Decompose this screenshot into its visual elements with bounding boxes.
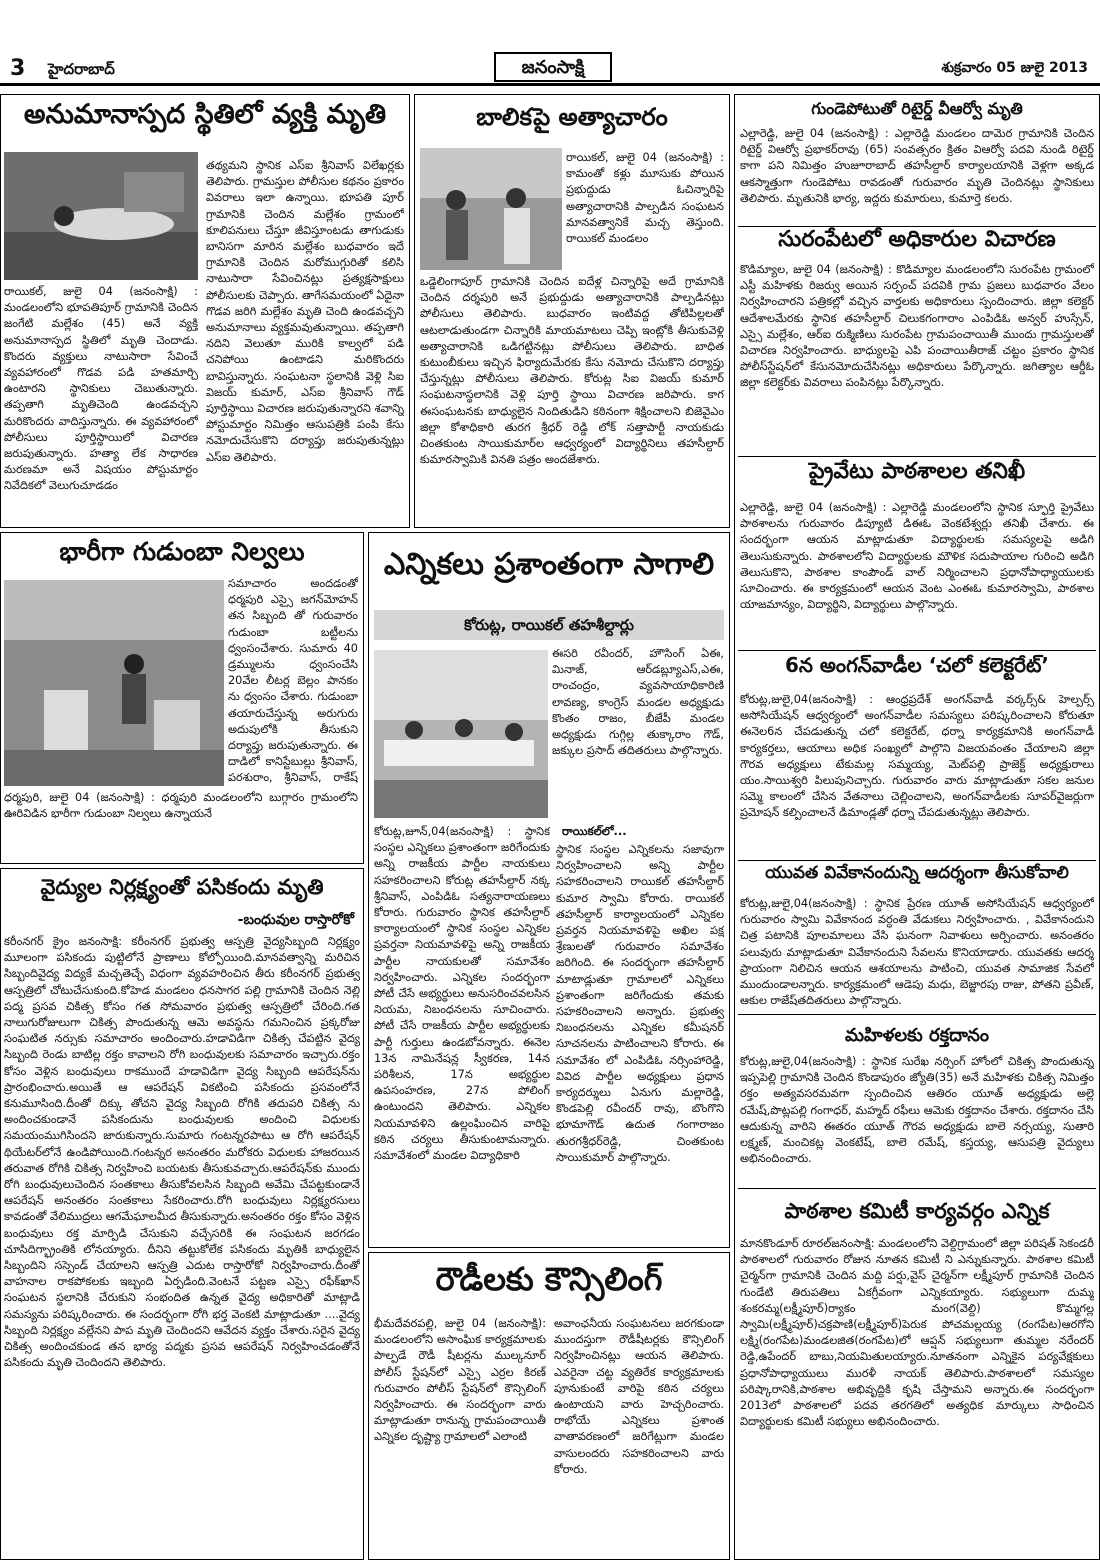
article-lead-text: రాయికల్, జులై 04 (జనంసాక్షి) : కామంతో కళ్లు మూసుకు పోయిన ప్రభుద్దుడు ఓచిన్నారిపై అత్యాచారానికి పాల్పడిన సంఘటన మానవత్వానికే మచ్చ తెస్తుంది. రాయికల్ మండలం	[566, 151, 724, 246]
headline-gudumba: భారీగా గుడుంబా నిల్వలు	[59, 537, 305, 566]
photo-meeting	[374, 650, 548, 818]
subheading-protest: -బంధువుల రాస్తారోకో	[237, 912, 354, 928]
headline-anganwadi: 6న అంగన్‌వాడీల ‘చలో కలెక్టరేట్’	[785, 653, 1049, 677]
headline-elections: ఎన్నికలు ప్రశాంతంగా సాగాలి	[383, 547, 715, 582]
divider	[738, 650, 1096, 651]
article-text-col2: తథ్యమని స్థానిక ఎస్‌ఐ శ్రీనివాస్ విలేఖర్లకు తెలిపారు. గ్రామస్తుల పోలీసుల కథనం ప్రకారం వివరాలు ఇలా ఉన్నాయి. భూపతి పూర్ గ్రామానికి చెందిన మల్లేశం గ్రామంలో కూలిపనులు చేస్తూ జీవిస్తూంటడు తాగుడుకు బానిసగా మారిన మల్లేశం బుధవారం ఇదే గ్రామానికి చెందిన మరోముగ్గురితో కలిసి నాటుసారా సేవించినట్లు ప్రత్యక్షసాక్షులు పోలీసులకు చెప్పారు. తాగేసమయంలో ఏదైనా గొడవ జరిగి మల్లేశం మృతి చెంది ఉండవచ్చని అనుమానాలు వ్యక్తమవుతున్నాయి. తప్పతాగి నదిని వెలుతూ మురికి కాల్వలో పడి చనిపోయి ఉంటాడని మరికొందరు బావిస్తున్నారు. సంఘటనా స్థలానికి వెళ్లి సిఐ విజయ్ కుమార్, ఎస్‌ఐ శ్రీనివాస్ గౌడ్ పూర్తిస్థాయి విచారణ జరుపుతున్నారని శవాన్ని పోస్టుమార్టం నిమిత్తం ఆసుపత్రికి పంపి కేసు నమోదుచేసుకొని దర్యాప్తు జరుపుతున్నట్లు ఎస్‌ఐ తెలిపారు.	[206, 159, 404, 464]
article-text-retired-vro: ఎల్లారెడ్డి, జులై 04 (జనంసాక్షి) : ఎల్లారెడ్డి మండలం దామెర గ్రామానికి చెందిన రిటైర్డ్ విఆర్వో ప్రభాకర్‌రావు (65) సంవత్సరం క్రితం విఆర్వో పదవి నుండి రిటైర్డ్ కాగా పని నిమిత్తం హుజూరాబాద్ తహసీల్దార్ కార్యాలయానికి వెళ్లగా అక్కడ ఆకస్మాత్తుగా గుండెపోటు రావడంతో గురువారం మృతి చెందినట్లు స్థానికులు తెలిపారు. మృతునికి భార్య, ఇద్దరు కుమారులు, కుమార్తె కలరు.	[740, 127, 1094, 205]
divider	[738, 1188, 1096, 1189]
article-text-vivekananda: కోరుట్ల,జులై,04(జనంసాక్షి) : స్థానిక ప్రేరణ యూత్ అసోసియేషన్ ఆధ్వర్యంలో గురువారం స్వామి వివేకానంద వర్ధంతి వేడుకలు నిర్వహించారు. , వివేకానందుని చిత్ర పటానికి పూలమాలలు వేసి ఘనంగా నివాళులు అర్పించారు. అనంతరం పలువురు మాట్లాడుతూ వివేకానందుని సేవలను కొనియాడారు. యువతకు ఆదర్శ ప్రాయంగా నిలిచిన ఆయన ఆశయాలను పాటించి, యువత సామాజిక సేవలో ముందుండాలన్నారు. కార్యక్రమంలో ఆడెపు మధు, బెజ్జారపు రాజు, పోతని ప్రవీణ్, ఆకుల రాజేష్‌తదితరులు పాల్గొన్నారు.	[740, 897, 1094, 1008]
article-text-anganwadi: కోరుట్ల,జులై,04(జనంసాక్షి) : ఆంధ్రప్రదేశ్ అంగన్‌వాడీ వర్కర్స్& హెల్పర్స్ అసోసియేషన్ ఆధ్వర్యంలో అంగన్‌వాడీల సమస్యలు పరిష్కరించాలని కోరుతూ ఈనెల6న చేపడుతున్న చలో కలెక్టరేట్, ధర్నా కార్యక్రమానికి అంగన్‌వాడీ కార్యకర్తలు, ఆయాలు అధిక సంఖ్యలో పాల్గొని విజయవంతం చేయాలని జిల్లా గౌరవ అధ్యక్షులు టేకుమల్ల సమ్మయ్య, మెట్‌పల్లి ప్రాజెక్ట్ అధ్యక్షురాలు యం.సాయిశ్వరి పిలుపునిచ్చారు. గురువారం వారు మాట్లాడుతూ సకల జనుల సమ్మె కాలంలో చేసిన వేతనాలు చెల్లించాలని, అంగన్‌వాడీలకు సూపర్‌వైజర్లుగా ప్రమోషన్ కల్పించాలనే డిమాండ్లతో ధర్నా చేపడుతున్నట్లు తెలిపారు.	[740, 693, 1094, 820]
article-text-private-school: ఎల్లారెడ్డి, జులై 04 (జనంసాక్షి) : ఎల్లారెడ్డి మండలంలోని స్థానిక స్ఫూర్తి ప్రైవేటు పాఠశాలను గురువారం డిప్యూటి డిఈఓ వెంకటేశ్వర్లు తనిఖీ చేశారు. ఈ సందర్భంగా ఆయన మాట్లాడుతూ విద్యార్థులకు సమస్యలపై అడిగి తెలుసుకున్నారు. పాఠశాలలోని విద్యార్థులకు మౌళిక సదుపాయాల గురించి అడిగి తెలుసుకొని, పాఠశాల కాంపౌండ్ వాల్ నిర్మించాలని ప్రధానోపాధ్యాయులకు సూచించారు. ఈ కార్యక్రమంలో ఆయన వెంట ఎంఈఓ కుమారస్వామి, పాఠశాల యాజమాన్యం, విద్యార్థిని, విద్యార్థులు పాల్గొన్నారు.	[740, 501, 1094, 612]
article-text-attendees: ఈసరి రవీందర్, హౌసింగ్ ఏఈ, మినాజ్, ఆర్‌డబ్ల్యూఎస్,ఎఈ, రాంచంద్రం, వ్యవసాయాధికారిణి లావణ్య, కాంగ్రెస్ మండల అధ్యక్షుడు కొంతం రాజం, బీజేపీ మండల అధ్యక్షుడు గుగ్గిల్ల తుక్కారాం గౌడ్, జక్కుల ప్రసాద్ తదితరులు పాల్గొన్నారు.	[552, 647, 724, 758]
page-number: 3	[10, 56, 26, 81]
paper-logo: జనంసాక్షి	[494, 52, 612, 82]
photo-body-on-ground	[4, 152, 198, 280]
article-text-blood-donation: కోరుట్ల,జులై,04(జనంసాక్షి) : స్థానిక సురేఖ నర్సింగ్ హోంలో చికిత్స పొందుతున్న ఇప్పపెల్లి గ్రామానికి చెందిన కొండాపురం జ్యోతి(35) అనే మహిళకు చికిత్స నిమిత్తం రక్తం అత్యవసరమవగా స్పందించిన ఆతిరం యూత్ అధ్యక్షుడు అల్లె రమేష్,పొట్లపల్లి గంగాధర్, మహ్మద్ రఫీలు ఆమెకు రక్తదానం చేశారు. రక్తదానం చేసి ఆదుకున్న వారిని ఈతరం యూత్ గౌరవ అధ్యక్షుడు బాలె నర్సయ్య, సుతారి లక్ష్మణ్, మంచికట్ల వెంకటేష్, బాలె రమేష్, కస్తయ్య, ఆసుపత్రి వైద్యులు అభినందించారు.	[740, 1055, 1094, 1166]
article-text-school-committee: మానకొండూర్ రూరల్‌జనంసాక్షి: మండలంలోని వెల్దిగ్రామంలో జిల్లా పరిషత్ సెకండరీ పాఠశాలలో గురువారం రోజున నూతన కమిటీ ని ఎన్నుకున్నారు. పాఠశాల కమిటీ చైర్మన్‌గా గ్రామానికి చెందిన మద్ది పర్షు,వైస్ చైర్మన్‌గా లక్ష్మీపూర్ గ్రామానికి చెందిన గుండేటి తిరుపతిలు ఏకగ్రీవంగా ఎన్నికయ్యారు. సభ్యులుగా దుమ్మ శంకరమ్మ(లక్ష్మీపూర్)ర్యాకం మంగ(వెల్ది) కొమ్మగల్ల స్వామి(లక్ష్మీపూర్)చక్రపాణి(లక్ష్మీపూర్)పెరుక పోచమల్లయ్య (రంగపేట)ఆరగోని లక్ష్మి(రంగపేట)మండలజిత(రంగపేట)లో ఆప్షన్ సభ్యులుగా తుమ్మల నరేందర్ రెడ్డి,ఉపేందర్ బాబు,నియమితులయ్యారు.నూతనంగా ఎన్నికైన పర్యవేక్షకులు ప్రధానోపాధ్యాయులు మురళీ నాయక్ తెలిపారు.పాఠశాలలో సమస్యల పరిష్కారానికి,పాఠశాల అభివృద్దికి కృషి చేస్తామని అన్నారు.ఈ సందర్భంగా 2013లో పాఠశాలలో పదవ తరగతిలో అత్యధిక మార్కులు సాధించిన విద్యార్థులకు కమిటీ సభ్యులు అభినందించారు.	[740, 1237, 1094, 1429]
headline-blood-donation: మహిళలకు రక్తదానం	[844, 1025, 990, 1046]
headline-school-committee: పాఠశాల కమిటీ కార్యవర్గం ఎన్నిక	[784, 1199, 1050, 1223]
article-text-raikal: స్థానిక సంస్థల ఎన్నికలను సజావుగా నిర్వహించాలని అన్ని పార్టీల సహకరించాలని రాయికల్ తహసీల్దార్ కుమార స్వామి కోరారు. రాయికల్ తహసీల్దార్ కార్యాలయంలో ఎన్నికల ప్రవర్తన నియమావళిపై అఖిల పక్ష శ్రేణులతో గురువారం సమావేశం జరిగింది. ఈ సందర్భంగా తహసీల్దార్ మాటాడ్లుతూ గ్రామాలలో ఎన్నికలు ప్రశాంతంగా జరిగేందుకు తమకు సహకరించాలని అన్నారు. ప్రభుత్వ నిబంధనలను ఎన్నికల కమీషనర్ సూచనలను పాటించాలని కోరారు. ఈ సమావేశం లో ఎంపిడిఓ నర్సింహారెడ్డి, వివిద పార్టీల అధ్యక్షులు ప్రధాన కార్యదర్శులు ఏనుగు మల్లారెడ్డి, కొండపెల్లి రవీందర్ రావు, బొంగొని భూమాగౌడ్ ఉదుత గంగారాజం తురగశ్రీధర్‌రెడ్డి, చింతకుంట సాయికుమార్ పాల్గొన్నారు.	[556, 843, 724, 1164]
divider	[738, 1014, 1096, 1015]
headline-rowdy-counselling: రౌడీలకు కౌన్సిలింగ్	[435, 1260, 663, 1298]
headline-girl-assault: బాలికపై అత్యాచారం	[476, 103, 668, 131]
subhead-raikal: రాయికల్‌లో...	[562, 824, 627, 838]
photo-drums-destroyed	[4, 580, 224, 786]
article-text-korutla: కోరుట్ల,జూన్,04(జనంసాక్షి) : స్థానిక సంస్థల ఎన్నికలు ప్రశాంతంగా జరిగేందుకు అన్ని రాజకీయ పార్టీల నాయకులు సహకరించాలని కోరుట్ల తహసీల్దార్ నక్క శ్రీనివాస్, ఎంపిడిఓ సత్యనారాయణలు కోరారు. గురువారం స్థానిక తహసీల్దార్ కార్యాలయంలో స్థానిక సంస్థల ఎన్నికల ప్రవర్తనా నియమావళిపై అన్ని రాజకీయ పార్టీల నాయకులతో సమావేశం నిర్వహించారు. ఎన్నికల సందర్భంగా పోటీ చేసే అభ్యర్థులు అనుసరించవలసిన నియమ, నిబంధనలను సూచించారు. పోటీ చేసే రాజకీయ పార్టీల అభ్యర్థులకు పార్టీ గుర్తులు ఉండబోవన్నారు. ఈనెల 13న నామినేషన్ల స్వీకరణ, 14న పరిశీలన, 17న అభ్యర్థుల ఉపసంహరణ, 27న పోలింగ్ ఉంటుందని తెలిపారు. ఎన్నికల నియమావళిని ఉల్లంఘించిన వారిపై కఠిన చర్యలు తీసుకుంటామన్నారు. సమావేశంలో మండల విద్యాధికారి	[374, 825, 550, 1163]
article-text-col1: భీమదేవరపల్లి, జులై 04 (జనంసాక్షి): మండలంలోని అసాంఘిక కార్యక్రమాలకు పాల్పడే రౌడీ షీటర్లను ముల్కనూర్ పోలీస్ స్టేషన్‌లో ఎస్సై ఎర్రల కిరణ్ గురువారం పోలీస్ స్టేషన్‌లో కౌన్సిలింగ్ నిర్వహించారు. ఈ సందర్భంగా వారు మాట్లాడుతూ రానున్న గ్రామపంచాయితీ ఎన్నికల దృష్ట్యా గ్రామాలలో ఎలాంటి	[374, 1317, 546, 1444]
article-text-col1: రాయికల్, జులై 04 (జనంసాక్షి) : మండలంలోని భూపతిపూర్ గ్రామానికి చెందిన జంగేటి మల్లేశం (45) అనే వ్యక్తి అనుమానాస్పద స్థితిలో మృతి చెందాడు. కొందరు వ్యక్తులు నాటుసారా సేవించే వ్యవహారంలో గొడవ పడి హతమార్చి ఉంటారని స్థానికులు చెబుతున్నారు. తప్పతాగి మృతిచెంది ఉండవచ్చని మరికొందరు వాదిస్తున్నారు. ఈ వ్యవహారంలో పోలీసులు పూర్తిస్థాయిలో విచారణ జరుపుతున్నారు. హత్యా లేక సాధారణ మరణమా అనే విషయం పోస్టుమార్టం నివేదికలో వెలుగుచూడడం	[4, 285, 198, 493]
photo-police-villagers	[420, 148, 562, 270]
headline-surampet: సురంపేటలో అధికారుల విచారణ	[778, 227, 1056, 252]
headline-vivekananda: యువత వివేకానందున్ని ఆదర్శంగా తీసుకోవాలి	[765, 863, 1069, 883]
headline-private-school: ప్రైవేటు పాఠశాలల తనిఖీ	[808, 459, 1026, 484]
article-text-col2: అవాంఛనీయ సంఘటనలు జరగకుండా ముందస్తుగా రౌడీషీటర్లకు కౌన్సిలింగ్ నిర్వహించినట్లు ఆయన తెలిపారు. ఎవరైనా చట్ట వ్యతిరేక కార్యక్రమాలకు పూనుకుంటే వారిపై కఠిన చర్యలు ఉంటాయని వారు హెచ్చరించారు. రాభోయే ఎన్నికలు ప్రశాంత వాతావరణంలో జరిగేట్లుగా మండల వాసులందరు సహకరించాలని వారు కోరారు.	[554, 1317, 724, 1476]
headline-suspicious-death: అనుమానాస్పద స్థితిలో వ్యక్తి మృతి	[23, 99, 387, 130]
article-text-body: ఒడ్డెలింగాపూర్ గ్రామానికి చెందిన ఐదేళ్ల చిన్నారిపై అదే గ్రామానికి చెందిన దర్శపురి అనే ప్రభుద్దుడు అత్యాచారానికి పాల్పడినట్లు పోలీసులు తెలిపారు. బుధవారం ఇంటివద్ద తోటిపిల్లలతో ఆటలాడుతుండగా చిన్నారికి మాయమాటలు చెప్పి ఇంట్లోకి తీసుకువెళ్లి అత్యాచారానికి ఒడిగట్టినట్లు పోలీసులు తెలిపారు. బాధిత కుటుంబీకులు ఇచ్చిన ఫిర్యాదుమేరకు కేసు నమోదు చేసుకొని దర్యాప్తు చేస్తున్నట్లు పోలీసులు తెలిపారు. కోరుట్ల సిఐ విజయ్ కుమార్ సంఘటనాస్థలానికి వెళ్లి పూర్తి స్థాయి విచారణ జరిపారు. కాగ ఈసంఘటనకు బాధ్యులైన నిందితుడిని కఠినంగా శిక్షించాలని బిజెవైఎం జిల్లా కోశాధికారి తురగ శ్రీధర్ రెడ్డి లోక్ సత్తాపార్టీ నాయకుడు చింతకుంట సాయికుమార్‌ల ఆధ్వర్యంలో విద్యార్థినిలు తహసీల్దార్ కుమారస్వామికి వినతి పత్రం అందజేశారు.	[420, 275, 724, 467]
divider	[738, 860, 1096, 861]
article-text-right: సమాచారం అందడంతో ధర్మపురి ఎస్సై జగన్‌మోహన్ తన సిబ్బంది తో గురువారం గుడుంబా బట్టీలను ధ్వంసంచేశారు. సుమారు 40 డ్రమ్ములను ధ్వంసంచేసి 20వేల లీటర్ల బెల్లం పానకం ను ధ్వంసం చేశారు. గుడుంబా తయారుచేస్తున్న అరుగురు అదుపులోకి తీసుకుని దర్యాప్తు జరుపుతున్నారు. ఈ దాడిలో కానిస్టేబుల్లు శ్రీనివాస్, పరశురాం, శ్రీనివాస్, రాకేష్	[228, 577, 358, 785]
article-text-surampet: కొడిమ్యాల, జులై 04 (జనంసాక్షి) : కొడిమ్యాల మండలంలోని సురంపేట గ్రామంలో ఎస్టీ మహిళకు రిజర్వు అయిన సర్పంచ్ పదవికి గ్రామ ప్రజలు బుధవారం వేలం నిర్వహించారని పత్రికల్లో వచ్చిన వార్తలకు అధికారులు స్పందించారు. జిల్లా కలెక్టర్ ఆదేశాలమేరకు స్థానిక తహసీల్దార్ చిలుకగంగారాం ఎంపిడిఓ అన్వర్ హుస్సేన్, ఎస్సై మల్లేశం, ఆర్ఐ రుక్మిణిలు సురంపేట గ్రామపంచాయితీ ముందు గ్రామస్తులతో విచారణ నిర్వహించారు. బాధ్యులపై ఎపి పంచాయితీరాజ్ చట్టం ప్రకారం స్థానిక పోలీస్‌స్టేషన్‌లో కేసునమోదుచేసినట్లు అధికారులు పేర్కొన్నారు. జగిత్యాల ఆర్డీఓ జిల్లా కలెక్టర్‌కు వివరాలు పంపినట్లు పేర్కొన్నారు.	[740, 263, 1094, 390]
article-text-dateline: ధర్మపురి, జులై 04 (జనంసాక్షి) : ధర్మపురి మండలంలోని బుగ్గారం గ్రామంలోని ఊరివిడిన భారీగా గుడుంబా నిల్వలు ఉన్నాయనే	[4, 791, 358, 821]
divider	[738, 456, 1096, 457]
headline-infant-death: వైద్యుల నిర్లక్ష్యంతో పసికందు మృతి	[40, 875, 324, 899]
subheading-tahsildars: కోరుట్ల, రాయికల్ తహశీల్దార్లు	[374, 610, 724, 640]
headline-retired-vro: గుండెపోటుతో రిటైర్డ్ వీఆర్వో మృతి	[811, 99, 1023, 118]
article-text-infant-death: కరీంనగర్ క్రైం జనంసాక్షి: కరీంనగర్ ప్రభుత్వ ఆస్పత్రి వైద్యసిబ్బంది నిర్లక్ష్యం మూలంగా పసికందు పుట్టిలోనే ప్రాణాలు కోల్పోయింది.మానవత్వాన్ని మరిచిన సిబ్బందివైద్య విద్యకే మచ్చతెచ్చే విధంగా వ్యవహరించిన తీరు కరీంనగర్ ప్రభుత్వ ఆస్పత్రిలో చోటుచేసుకుంది.కోహెడ మండలం ధనసాగర పల్లి గ్రామానికి చెందిన నెల్లి పద్మ ప్రసవ చికిత్స కోసం గత సోమవారం ప్రభుత్వ ఆస్పత్రిలో చేరింది.గత నాలుగురోజులుగా చికిత్స పొందుతున్న ఆమె అవస్థను గమనించిన ప్రక్కరోజు సంఘటిత నర్సుకు సమాచారం అందించారు.హడావిడిగా చికిత్స చేపట్టిన వైద్య సిబ్బంది రెండు బాటిల్ల రక్తం కావాలని రోగి బంధువులకు సమాచారం ఇచ్చారు.రక్తం కోసం వెళ్లిన బంధువులు రాకముందే హడావిడిగా వైద్య సిబ్బంది ఆపరేషన్‌ను ప్రారంభించారు.అయితే ఆ ఆపరేషన్ వికటించి పసికందు ప్రసవంలోనే కనుమూసింది.దీంతో దిక్కు తోచని వైద్య సిబ్బంది రోగికి తదుపరి చికిత్స ను అందించకుండానే పసికందును బంధువులకు అందించి విధులకు సమయంముగిసిందని జారుకున్నారు.సుమారు గంటన్నరపాటు ఆ రోగి ఆపరేషన్ థియేటర్‌లోనే ఉండిపోయింది.గంటన్నర అనంతరం మరోకరు విధులకు హాజరయిన తరువాత రోగికి చికిత్స నిర్వహించి బయటకు తీసుకువచ్చారు.ఆపరేషన్‌కు ముందు రోగి బంధువులుచెందిన సంతకాలు తీసుకోవలసిన సిబ్బంది అవేమి చేపట్టకుండానే ఆపరేషన్ అనంతరం సంతకాలు సేకరించారు.రోగి బంధువులు నిర్లక్ష్యరసులు కావడంతో వేలిముద్రలు ఆగమేఘాలమీద తీసుకున్నారు.అనంతరం రక్తం కోసం వెళ్లిన బంధువులు రక్త మార్పిడి చేసుకుని వచ్చేసరికి ఈ సంఘటన జరగడం చూసిదిగ్భ్రాంతికి లోనయ్యారు. దీనిని తట్టుకోలేక పసికందు మృతికి బాధ్యులైన సిబ్బందిని సస్పెండ్ చేయాలని ఆస్పత్రి ఎదుట రాస్తారోకో నిర్వహించారు.దీంతో వాహనాల రాకపోకలకు ఇబ్బంది ఏర్పడింది.వెంటనే పట్టణ ఎస్సై రఫీక్‌ఖాన్ సంఘటన స్థలానికి చేరుకుని సంభందిత ఉన్నత వైద్య అధికారితో మాట్లాడి సమస్యను పరిష్కరించారు. ఈ సందర్భంగా రోగి భర్త వెంకటి మాట్లాడుతూ ....వైద్య సిబ్బంది నిర్లక్ష్యం వల్లేనని పాప మృతి చెందిందని ఆవేదన వ్యక్తం చేశారు.సరైన వైద్య చికిత్స అందించకుండ తన భార్య పద్మకు ప్రసవ ఆపరేషన్ నిర్వహించడంతోనే పసికందు మృతి చెందిందని తెలిపారు.	[4, 935, 360, 1370]
city-label: హైదరాబాద్	[48, 60, 115, 78]
dateline: శుక్రవారం 05 జులై 2013	[941, 60, 1088, 76]
